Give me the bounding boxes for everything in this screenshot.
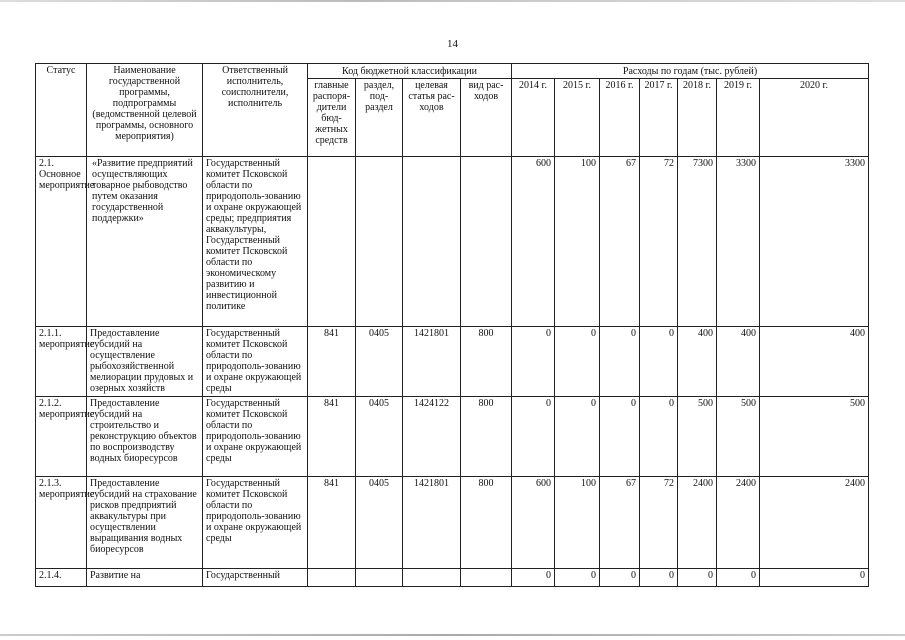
row-value-2015: 0 — [555, 397, 600, 477]
row-section — [356, 569, 403, 587]
row-name: Предоставление субсидий на страхование рисков предприятий аквакультуры при осуществлении выращивания водных биоресурсов — [87, 477, 203, 569]
row-value-2014: 600 — [512, 477, 555, 569]
row-value-2020: 500 — [760, 397, 869, 477]
row-section: 0405 — [356, 477, 403, 569]
row-executor: Государственный комитет Псковской области по природополь-зованию и охране окружающей среды — [203, 327, 308, 397]
row-status: 2.1. Основное мероприятие — [36, 157, 87, 327]
header-year-2014: 2014 г. — [512, 79, 555, 157]
table-row — [36, 477, 869, 569]
row-grbs: 841 — [308, 477, 356, 569]
row-executor: Государственный комитет Псковской области по природополь-зованию и охране окружающей среды; предприятия аквакультуры, Государственный комитет Псковской области по экономическому развитию и инвестиционной политике — [203, 157, 308, 327]
row-value-2017: 0 — [640, 397, 678, 477]
row-grbs — [308, 569, 356, 587]
row-value-2016: 67 — [600, 157, 640, 327]
row-kind — [461, 569, 512, 587]
header-expenses: Расходы по годам (тыс. рублей) — [512, 64, 869, 79]
row-value-2015: 100 — [555, 157, 600, 327]
row-kind: 800 — [461, 477, 512, 569]
header-year-2018: 2018 г. — [678, 79, 717, 157]
row-executor: Государственный комитет Псковской области по природополь-зованию и охране окружающей среды — [203, 397, 308, 477]
row-value-2016: 67 — [600, 477, 640, 569]
row-kind: 800 — [461, 327, 512, 397]
row-target — [403, 569, 461, 587]
row-kind — [461, 157, 512, 327]
row-name: «Развитие предприятий осуществляющих товарное рыбоводство путем оказания государственной поддержки» — [87, 157, 203, 327]
row-value-2017: 72 — [640, 157, 678, 327]
row-value-2015: 0 — [555, 569, 600, 587]
row-value-2018: 2400 — [678, 477, 717, 569]
row-value-2016: 0 — [600, 327, 640, 397]
row-value-2017: 72 — [640, 477, 678, 569]
row-value-2014: 0 — [512, 327, 555, 397]
row-grbs — [308, 157, 356, 327]
table-row — [36, 569, 869, 587]
row-status: 2.1.3. мероприятие — [36, 477, 87, 569]
row-target: 1421801 — [403, 477, 461, 569]
header-expense-kind: вид рас-ходов — [461, 79, 512, 157]
row-value-2020: 400 — [760, 327, 869, 397]
header-row-1 — [36, 64, 869, 79]
header-executor: Ответственный исполнитель, соисполнители, исполнитель — [203, 64, 308, 157]
row-executor: Государственный — [203, 569, 308, 587]
row-value-2019: 400 — [717, 327, 760, 397]
table-row — [36, 397, 869, 477]
row-grbs: 841 — [308, 327, 356, 397]
row-status: 2.1.4. — [36, 569, 87, 587]
row-value-2014: 0 — [512, 569, 555, 587]
row-value-2017: 0 — [640, 327, 678, 397]
row-value-2019: 2400 — [717, 477, 760, 569]
row-section: 0405 — [356, 327, 403, 397]
header-grbs: главные распоря-дители бюд-жетных средств — [308, 79, 356, 157]
row-value-2020: 2400 — [760, 477, 869, 569]
scan-edge-top — [0, 0, 905, 2]
scan-edge-bottom — [0, 634, 905, 636]
row-value-2014: 0 — [512, 397, 555, 477]
table-row — [36, 157, 869, 327]
row-value-2015: 0 — [555, 327, 600, 397]
row-kind: 800 — [461, 397, 512, 477]
row-value-2018: 7300 — [678, 157, 717, 327]
row-value-2020: 3300 — [760, 157, 869, 327]
row-target — [403, 157, 461, 327]
row-section — [356, 157, 403, 327]
row-target: 1421801 — [403, 327, 461, 397]
row-status: 2.1.2. мероприятие — [36, 397, 87, 477]
row-value-2016: 0 — [600, 397, 640, 477]
page-number: 14 — [447, 38, 458, 50]
table-row — [36, 327, 869, 397]
header-year-2017: 2017 г. — [640, 79, 678, 157]
row-grbs: 841 — [308, 397, 356, 477]
header-status: Статус — [36, 64, 87, 157]
header-section: раздел, под-раздел — [356, 79, 403, 157]
row-target: 1424122 — [403, 397, 461, 477]
row-value-2017: 0 — [640, 569, 678, 587]
header-year-2019: 2019 г. — [717, 79, 760, 157]
row-section: 0405 — [356, 397, 403, 477]
row-value-2015: 100 — [555, 477, 600, 569]
header-year-2015: 2015 г. — [555, 79, 600, 157]
header-target-article: целевая статья рас-ходов — [403, 79, 461, 157]
row-name: Предоставление субсидий на осуществление рыбохозяйственной мелиорации прудовых и озерных хозяйств — [87, 327, 203, 397]
row-value-2020: 0 — [760, 569, 869, 587]
row-value-2019: 0 — [717, 569, 760, 587]
header-year-2020: 2020 г. — [760, 79, 869, 157]
row-name: Развитие на — [87, 569, 203, 587]
row-executor: Государственный комитет Псковской области по природополь-зованию и охране окружающей среды — [203, 477, 308, 569]
row-value-2018: 500 — [678, 397, 717, 477]
row-status: 2.1.1. мероприятие — [36, 327, 87, 397]
row-value-2018: 400 — [678, 327, 717, 397]
header-name: Наименование государственной программы, подпрограммы (ведомственной целевой программы, основного мероприятия) — [87, 64, 203, 157]
row-name: Предоставление субсидий на строительство и реконструкцию объектов по воспроизводству водных биоресурсов — [87, 397, 203, 477]
row-value-2019: 3300 — [717, 157, 760, 327]
header-year-2016: 2016 г. — [600, 79, 640, 157]
row-value-2016: 0 — [600, 569, 640, 587]
row-value-2014: 600 — [512, 157, 555, 327]
budget-table — [35, 63, 869, 587]
header-kbk: Код бюджетной классификации — [308, 64, 512, 79]
row-value-2019: 500 — [717, 397, 760, 477]
row-value-2018: 0 — [678, 569, 717, 587]
